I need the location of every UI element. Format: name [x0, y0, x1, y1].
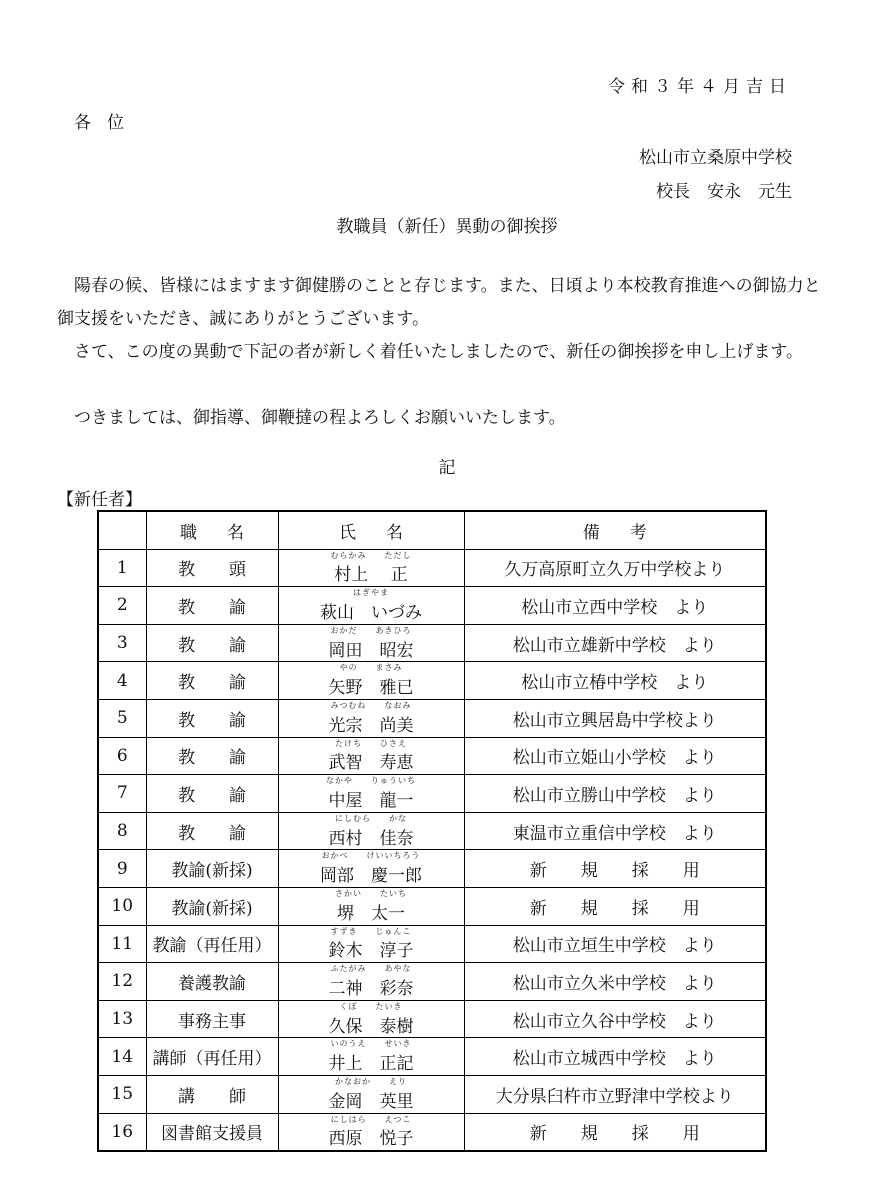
- row-position: 教 諭: [146, 662, 278, 700]
- school-name: 松山市立桑原中学校: [639, 148, 792, 168]
- table-row: [98, 699, 766, 737]
- row-name-ruby: いのうえ せいき: [330, 1039, 412, 1049]
- row-name-cell: [278, 1038, 464, 1076]
- table-header-row: [98, 511, 766, 549]
- row-name: 金岡 英里: [328, 1091, 414, 1112]
- row-name-cell: [278, 1075, 464, 1113]
- row-name-ruby: はぎやま: [353, 588, 389, 598]
- row-number: 14: [98, 1038, 146, 1076]
- row-number: 4: [98, 662, 146, 700]
- paragraph-greeting: 陽春の候、皆様にはますます御健勝のことと存じます。また、日頃より本校教育推進への御協力と御支援をいただき、誠にありがとうございます。: [57, 276, 821, 329]
- row-name-ruby: くぼ たいき: [339, 1001, 403, 1011]
- row-note: 松山市立垣生中学校 より: [464, 925, 766, 963]
- row-name-cell: [278, 963, 464, 1001]
- row-name: 武智 寿恵: [328, 753, 414, 774]
- row-name-cell: [278, 1113, 464, 1151]
- table-row: [98, 737, 766, 775]
- row-position: 教 諭: [146, 812, 278, 850]
- header-name: 氏名: [278, 511, 464, 549]
- document-date: 令和３年４月吉日: [608, 77, 792, 97]
- table-row: [98, 587, 766, 625]
- row-name-cell: [278, 1000, 464, 1038]
- row-note: 東温市立重信中学校 より: [464, 812, 766, 850]
- document-title: 教職員（新任）異動の御挨拶: [336, 217, 558, 237]
- row-number: 3: [98, 624, 146, 662]
- row-number: 5: [98, 699, 146, 737]
- row-name-cell: [278, 662, 464, 700]
- row-name: 岡田 昭宏: [328, 640, 414, 661]
- row-name-ruby: にしむら かな: [335, 813, 407, 823]
- row-note: 久万高原町立久万中学校より: [464, 549, 766, 587]
- row-name-cell: [278, 549, 464, 587]
- row-number: 12: [98, 963, 146, 1001]
- row-name-cell: [278, 887, 464, 925]
- row-name: 光宗 尚美: [328, 715, 414, 736]
- table-row: [98, 1075, 766, 1113]
- row-name-ruby: ふたがみ あやな: [330, 964, 412, 974]
- table-row: [98, 662, 766, 700]
- header-position: 職名: [146, 511, 278, 549]
- row-position: 教 諭: [146, 775, 278, 813]
- row-position: 教 諭: [146, 624, 278, 662]
- row-number: 1: [98, 549, 146, 587]
- row-number: 7: [98, 775, 146, 813]
- row-note: 新 規 採 用: [464, 850, 766, 888]
- row-number: 9: [98, 850, 146, 888]
- row-position: 養護教諭: [146, 963, 278, 1001]
- table-row: [98, 963, 766, 1001]
- row-position: 教 諭: [146, 737, 278, 775]
- row-name-ruby: なかや りゅういち: [326, 776, 416, 786]
- row-name: 萩山 いづみ: [320, 602, 422, 623]
- table-row: [98, 624, 766, 662]
- row-name-cell: [278, 925, 464, 963]
- row-position: 事務主事: [146, 1000, 278, 1038]
- addressee: 各位: [74, 113, 140, 133]
- row-name-cell: [278, 624, 464, 662]
- row-name-ruby: たけち ひさえ: [335, 738, 407, 748]
- row-name-ruby: やの まさみ: [339, 663, 403, 673]
- row-number: 10: [98, 887, 146, 925]
- row-name-ruby: さかい たいち: [335, 888, 407, 898]
- row-note: 新 規 採 用: [464, 887, 766, 925]
- row-name-ruby: おかべ けいいちろう: [321, 851, 421, 861]
- table-row: [98, 887, 766, 925]
- row-name: 村上 正: [334, 565, 408, 586]
- row-position: 教 諭: [146, 699, 278, 737]
- row-position: 教 頭: [146, 549, 278, 587]
- row-name-cell: [278, 812, 464, 850]
- row-note: 松山市立久谷中学校 より: [464, 1000, 766, 1038]
- row-name: 堺 太一: [337, 903, 405, 924]
- row-note: 松山市立城西中学校 より: [464, 1038, 766, 1076]
- row-number: 15: [98, 1075, 146, 1113]
- row-position: 講師（再任用）: [146, 1038, 278, 1076]
- table-row: [98, 1038, 766, 1076]
- row-note: 松山市立興居島中学校より: [464, 699, 766, 737]
- header-note: 備考: [464, 511, 766, 549]
- row-name: 井上 正記: [328, 1054, 414, 1075]
- row-note: 松山市立雄新中学校 より: [464, 624, 766, 662]
- row-name-cell: [278, 587, 464, 625]
- row-name: 矢野 雅已: [328, 678, 414, 699]
- row-name-ruby: すずき じゅんこ: [330, 926, 412, 936]
- ki-heading: 記: [438, 458, 456, 478]
- table-row: [98, 1000, 766, 1038]
- row-name: 西村 佳奈: [328, 828, 414, 849]
- table-row: [98, 775, 766, 813]
- table-row: [98, 812, 766, 850]
- row-position: 教諭（再任用）: [146, 925, 278, 963]
- paragraph-announcement: さて、この度の異動で下記の者が新しく着任いたしましたので、新任の御挨拶を申し上げます。: [74, 342, 803, 362]
- section-label: 【新任者】: [57, 490, 142, 510]
- row-number: 16: [98, 1113, 146, 1151]
- row-name-cell: [278, 699, 464, 737]
- row-number: 13: [98, 1000, 146, 1038]
- row-number: 6: [98, 737, 146, 775]
- row-position: 教諭(新採): [146, 850, 278, 888]
- principal-name: 校長 安永 元生: [656, 182, 792, 202]
- row-number: 8: [98, 812, 146, 850]
- row-name-ruby: にしはら えつこ: [330, 1114, 412, 1124]
- table-row: [98, 925, 766, 963]
- row-position: 図書館支援員: [146, 1113, 278, 1151]
- table-row: [98, 1113, 766, 1151]
- row-name-ruby: かなおか えり: [335, 1076, 407, 1086]
- row-note: 松山市立椿中学校 より: [464, 662, 766, 700]
- row-position: 講 師: [146, 1075, 278, 1113]
- row-name-cell: [278, 775, 464, 813]
- row-name-ruby: むらかみ ただし: [330, 550, 412, 560]
- row-name: 二神 彩奈: [328, 978, 414, 999]
- new-staff-table: [97, 510, 767, 1152]
- table-row: [98, 850, 766, 888]
- row-position: 教 諭: [146, 587, 278, 625]
- row-note: 大分県臼杵市立野津中学校より: [464, 1075, 766, 1113]
- row-name: 久保 泰樹: [328, 1016, 414, 1037]
- paragraph-closing: つきましては、御指導、御鞭撻の程よろしくお願いいたします。: [74, 408, 566, 428]
- row-name-ruby: おかだ あきひろ: [330, 625, 412, 635]
- row-name: 中屋 龍一: [328, 790, 414, 811]
- row-name: 西原 悦子: [328, 1129, 414, 1150]
- row-note: 新 規 採 用: [464, 1113, 766, 1151]
- row-name-ruby: みつむね なおみ: [330, 700, 412, 710]
- row-name: 岡部 慶一郎: [320, 866, 422, 887]
- row-number: 2: [98, 587, 146, 625]
- table-row: [98, 549, 766, 587]
- row-name-cell: [278, 850, 464, 888]
- header-number: [98, 511, 146, 549]
- row-note: 松山市立久米中学校 より: [464, 963, 766, 1001]
- row-name: 鈴木 淳子: [328, 941, 414, 962]
- row-note: 松山市立西中学校 より: [464, 587, 766, 625]
- row-position: 教諭(新採): [146, 887, 278, 925]
- row-note: 松山市立姫山小学校 より: [464, 737, 766, 775]
- row-note: 松山市立勝山中学校 より: [464, 775, 766, 813]
- row-number: 11: [98, 925, 146, 963]
- row-name-cell: [278, 737, 464, 775]
